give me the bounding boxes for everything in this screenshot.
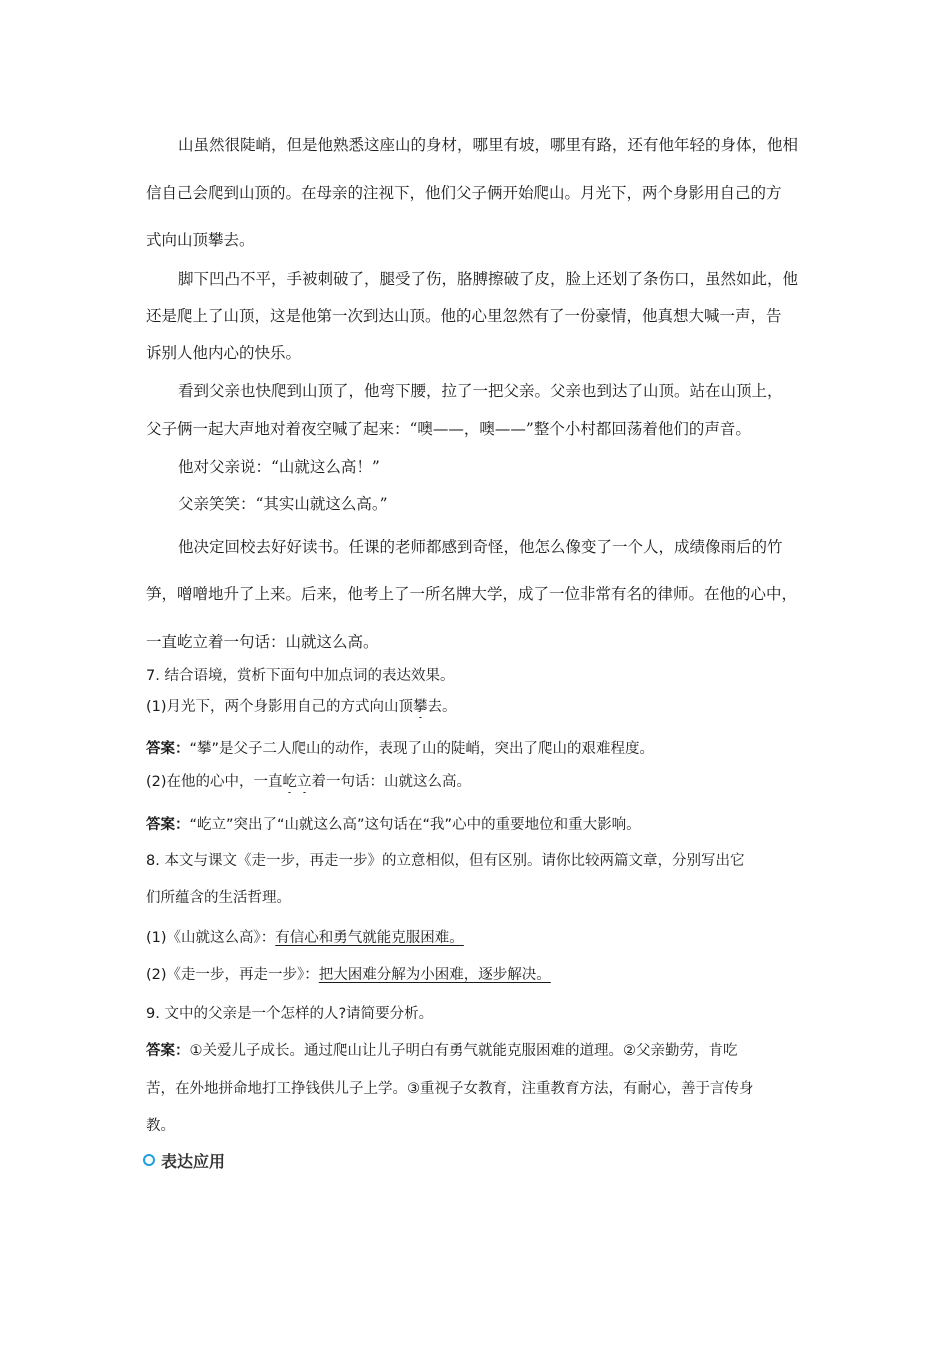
fill-answer: 有信心和勇气就能克服困难。 [275,930,464,946]
passage-line: 还是爬上了山顶，这是他第一次到达山顶。他的心里忽然有了一份豪情，他真想大喊一声，告 [146,307,782,325]
question-7-answer-1 [146,738,816,760]
item-label: (1)《山就这么高》： [146,930,276,946]
answer-label: 答案： [146,741,190,757]
passage-line [146,631,816,653]
section-heading [143,1151,225,1173]
dotted-word: 屹 [177,633,193,651]
question-8-item-2 [146,964,816,986]
question-9-stem: 9. 文中的父亲是一个怎样的人?请简要分析。 [146,1006,434,1022]
question-9-answer: 教。 [146,1118,175,1134]
circle-bullet-icon [143,1154,155,1166]
answer-label: 答案： [146,817,190,833]
question-7-sub-2 [146,771,816,793]
passage-line: 看到父亲也快爬到山顶了，他弯下腰，拉了一把父亲。父亲也到达了山顶。站在山顶上， [178,382,783,400]
fill-answer: 把大困难分解为小困难，逐步解决。 [318,967,551,983]
passage-line: 脚下凹凸不平，手被刺破了，腿受了伤，胳膊擦破了皮，脸上还划了条伤口，虽然如此，他 [178,270,799,288]
passage-line: 父亲笑笑：“其实山就这么高。” [178,495,388,513]
question-7-stem: 7. 结合语境，赏析下面句中加点词的表达效果。 [146,668,455,684]
section-title: 表达应用 [161,1152,226,1171]
answer-label: 答案： [146,1043,190,1059]
dotted-word: 立 [192,633,209,651]
question-7-sub-1 [146,696,816,718]
question-7-answer-2 [146,814,816,836]
text-run: (2)在他的心中，一直 [146,774,283,790]
text-run: 去。 [427,699,457,715]
passage-line: 山虽然很陡峭，但是他熟悉这座山的身材，哪里有坡，哪里有路，还有他年轻的身体，他相 [178,136,799,154]
dotted-word: 屹 [282,774,298,790]
passage-line: 父子俩一起大声地对着夜空喊了起来：“噢——，噢——”整个小村都回荡着他们的声音。 [146,420,751,438]
passage-line: 诉别人他内心的快乐。 [146,344,302,362]
question-9-answer [146,1040,816,1062]
text-run: 着一句话：山就这么高。 [208,633,379,651]
dotted-word: 攀 [208,231,224,249]
text-run: 去。 [223,231,255,249]
question-8-item-1 [146,927,816,949]
text-run: 着一句话：山就这么高。 [311,774,472,790]
question-9-answer: 苦，在外地拼命地打工挣钱供儿子上学。③重视子女教育，注重教育方法，有耐心，善于言传身 [146,1081,754,1097]
question-8-stem: 们所蕴含的生活哲理。 [146,890,291,906]
passage-line [146,229,816,251]
answer-text: “屹立”突出了“山就这么高”这句话在“我”心中的重要地位和重大影响。 [189,817,641,833]
item-label: (2)《走一步，再走一步》： [146,967,319,983]
question-8-stem: 8. 本文与课文《走一步，再走一步》的立意相似，但有区别。请你比较两篇文章，分别写出它 [146,853,745,869]
passage-line: 他对父亲说：“山就这么高！” [178,458,380,476]
answer-text: ①关爱儿子成长。通过爬山让儿子明白有勇气就能克服困难的道理。②父亲勤劳，肯吃 [189,1043,738,1059]
text-run: 式向山顶 [146,231,209,249]
dotted-word: 立 [297,774,312,790]
passage-line: 笋，噌噌地升了上来。后来，他考上了一所名牌大学，成了一位非常有名的律师。在他的心中， [146,585,798,603]
passage-line: 信自己会爬到山顶的。在母亲的注视下，他们父子俩开始爬山。月光下，两个身影用自己的方 [146,184,782,202]
dotted-word: 攀 [413,699,428,715]
answer-text: “攀”是父子二人爬山的动作，表现了山的陡峭，突出了爬山的艰难程度。 [189,741,655,757]
passage-line: 他决定回校去好好读书。任课的老师都感到奇怪，他怎么像变了一个人，成绩像雨后的竹 [178,538,783,556]
text-run: 一直 [146,633,178,651]
text-run: (1)月光下，两个身影用自己的方式向山顶 [146,699,414,715]
